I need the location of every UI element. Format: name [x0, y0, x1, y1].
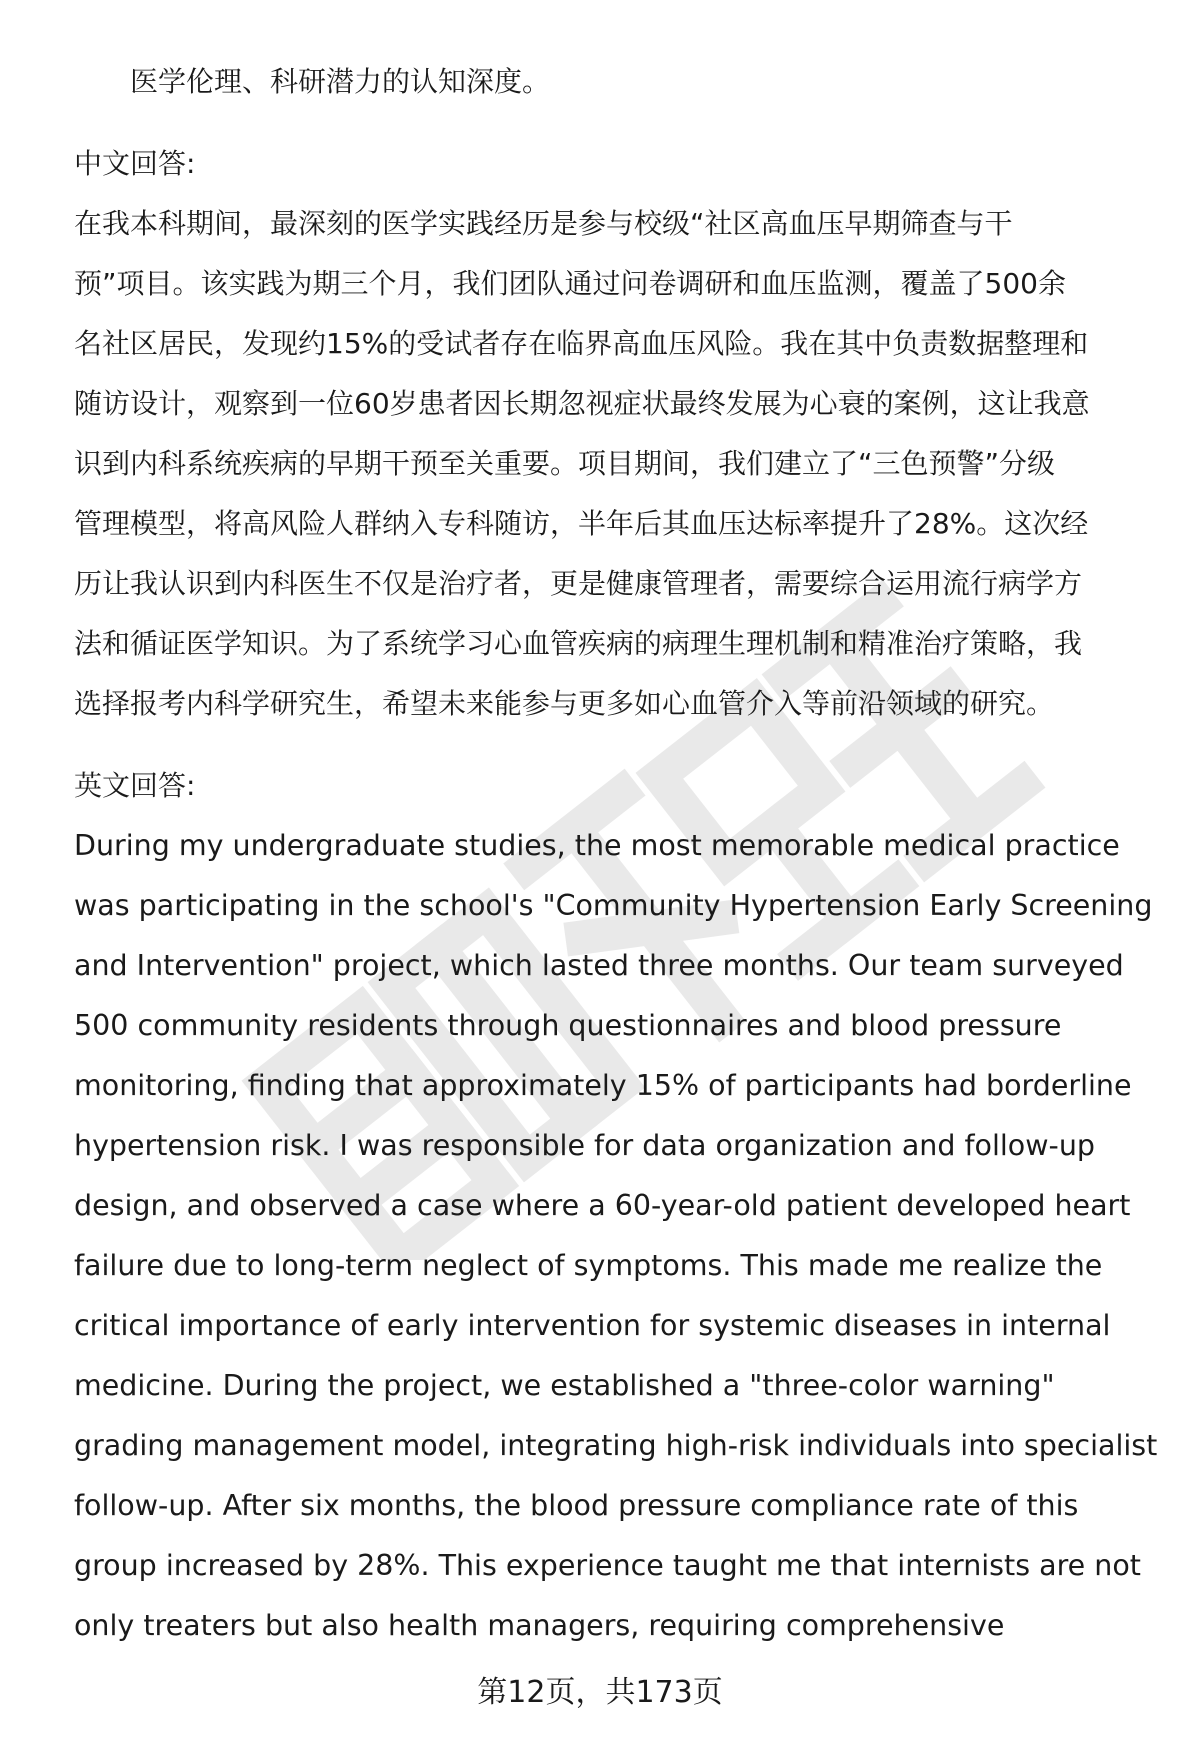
english-line: design, and observed a case where a 60-year-old patient developed heart	[74, 1189, 1131, 1222]
chinese-line: 选择报考内科学研究生，希望未来能参与更多如心血管介入等前沿领域的研究。	[74, 687, 1055, 720]
chinese-line: 历让我认识到内科医生不仅是治疗者，更是健康管理者，需要综合运用流行病学方	[74, 567, 1083, 600]
english-line: was participating in the school's "Community Hypertension Early Screening	[74, 889, 1153, 922]
chinese-line: 名社区居民，发现约15%的受试者存在临界高血压风险。我在其中负责数据整理和	[74, 327, 1089, 360]
english-line: monitoring, finding that approximately 15% of participants had borderline	[74, 1069, 1132, 1102]
english-line: group increased by 28%. This experience taught me that internists are not	[74, 1549, 1141, 1582]
page-number-footer: 第12页，共173页	[477, 1675, 723, 1710]
english-line: follow-up. After six months, the blood pressure compliance rate of this	[74, 1489, 1079, 1522]
chinese-line: 法和循证医学知识。为了系统学习心血管疾病的病理生理机制和精准治疗策略，我	[74, 627, 1083, 660]
english-line: During my undergraduate studies, the most memorable medical practice	[74, 829, 1120, 862]
english-line: 500 community residents through questionnaires and blood pressure	[74, 1009, 1062, 1042]
english-line: grading management model, integrating high-risk individuals into specialist	[74, 1429, 1158, 1462]
english-line: medicine. During the project, we established a "three-color warning"	[74, 1369, 1055, 1402]
english-answer-label: 英文回答:	[74, 769, 196, 802]
chinese-line: 预”项目。该实践为期三个月，我们团队通过问卷调研和血压监测，覆盖了500余	[74, 267, 1066, 300]
chinese-answer-label: 中文回答:	[74, 147, 196, 180]
chinese-line: 随访设计，观察到一位60岁患者因长期忽视症状最终发展为心衰的案例，这让我意	[74, 387, 1090, 420]
chinese-answer-paragraph	[74, 194, 1154, 734]
chinese-line: 识到内科系统疾病的早期干预至关重要。项目期间，我们建立了“三色预警”分级	[74, 447, 1056, 480]
english-line: only treaters but also health managers, requiring comprehensive	[74, 1609, 1005, 1642]
english-line: critical importance of early intervention for systemic diseases in internal	[74, 1309, 1111, 1342]
english-answer-paragraph	[74, 816, 1158, 1656]
english-line: failure due to long-term neglect of symptoms. This made me realize the	[74, 1249, 1103, 1282]
chinese-line: 在我本科期间，最深刻的医学实践经历是参与校级“社区高血压早期筛查与干	[74, 207, 1013, 240]
intro-line: 医学伦理、科研潜力的认知深度。	[130, 65, 551, 98]
english-line: hypertension risk. I was responsible for data organization and follow-up	[74, 1129, 1095, 1162]
english-line: and Intervention" project, which lasted three months. Our team surveyed	[74, 949, 1124, 982]
document-body	[74, 52, 1158, 1656]
chinese-line: 管理模型，将高风险人群纳入专科随访，半年后其血压达标率提升了28%。这次经	[74, 507, 1089, 540]
